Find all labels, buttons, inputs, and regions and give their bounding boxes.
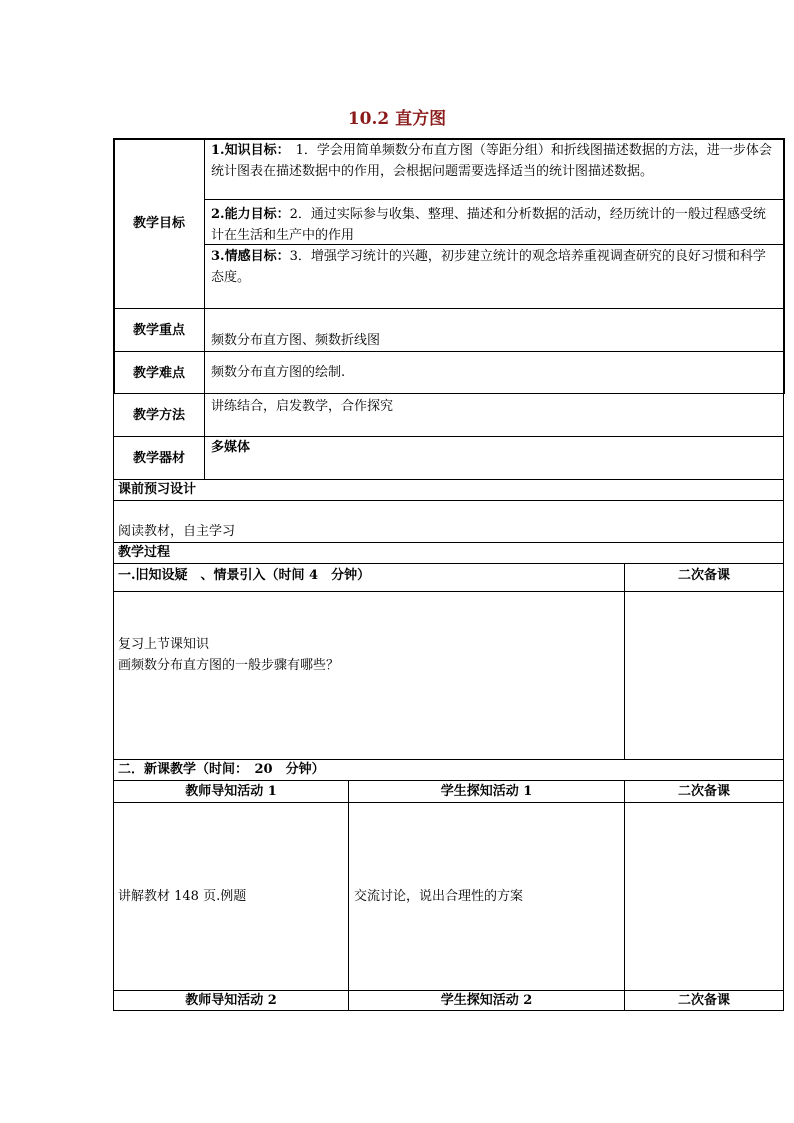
page-title: 10.2 直方图 — [347, 109, 447, 129]
method-label: 教学方法 — [132, 408, 185, 423]
table-border — [624, 780, 625, 1011]
emotion-objective-text: 3．增强学习统计的兴趣，初步建立统计的观念培养重视调查研究的良好习惯和科学态度。 — [211, 249, 766, 285]
difficulty-label: 教学难点 — [132, 366, 185, 381]
table-border — [113, 138, 115, 394]
student-activity-1-content: 交流讨论，说出合理性的方案 — [354, 889, 524, 904]
section1-heading: 一.旧知设疑 、情景引入（时间 4 分钟） — [118, 568, 371, 583]
teacher-activity-2-header: 教师导知活动 2 — [185, 993, 277, 1008]
table-border — [204, 138, 205, 394]
table-border — [204, 199, 784, 200]
table-border — [348, 780, 349, 1011]
table-border — [113, 563, 784, 564]
equipment-value: 多媒体 — [211, 440, 251, 455]
ability-objective-head: 2.能力目标： — [211, 207, 290, 222]
section2-backup-header-2: 二次备课 — [677, 993, 730, 1008]
table-border — [783, 393, 784, 1011]
teacher-activity-1-header: 教师导知活动 1 — [185, 784, 277, 799]
emotion-objective — [211, 246, 778, 288]
key-points-label: 教学重点 — [132, 323, 185, 338]
ability-objective — [211, 204, 778, 246]
key-points-value: 频数分布直方图、频数折线图 — [211, 333, 381, 348]
table-border — [113, 393, 114, 1011]
ability-objective-text: 2．通过实际参与收集、整理、描述和分析数据的活动，经历统计的一般过程感受统计在生活和生产中的作用 — [211, 207, 766, 243]
preview-label: 课前预习设计 — [118, 482, 197, 497]
table-border — [783, 138, 785, 394]
teacher-activity-1-content: 讲解教材 148 页.例题 — [118, 889, 247, 904]
objectives-label: 教学目标 — [132, 216, 185, 231]
knowledge-objective — [211, 140, 778, 182]
table-border — [113, 308, 784, 309]
table-border — [624, 563, 625, 759]
table-border — [113, 542, 784, 543]
section1-line1: 复习上节课知识 — [118, 637, 210, 652]
equipment-label: 教学器材 — [132, 451, 185, 466]
table-border — [113, 802, 784, 803]
student-activity-2-header: 学生探知活动 2 — [440, 993, 533, 1008]
student-activity-1-header: 学生探知活动 1 — [440, 784, 533, 799]
section2-heading: 二．新课教学（时间： 20 分钟） — [118, 762, 325, 777]
difficulty-value: 频数分布直方图的绘制. — [211, 365, 346, 380]
table-border — [113, 479, 784, 480]
knowledge-objective-head: 1.知识目标： — [211, 143, 290, 158]
knowledge-objective-text: 1．学会用简单频数分布直方图（等距分组）和折线图描述数据的方法，进一步体会统计图表在描述数据中的作用，会根据问题需要选择适当的统计图描述数据。 — [211, 143, 772, 179]
emotion-objective-head: 3.情感目标： — [211, 249, 290, 264]
section1-line2: 画频数分布直方图的一般步骤有哪些？ — [118, 658, 340, 673]
table-border — [113, 500, 784, 501]
section2-backup-header-1: 二次备课 — [677, 784, 730, 799]
table-border — [113, 591, 784, 592]
table-border — [113, 393, 784, 394]
table-border — [113, 351, 784, 352]
process-label: 教学过程 — [118, 545, 171, 560]
section1-backup-header: 二次备课 — [677, 568, 730, 583]
method-value: 讲练结合，启发教学，合作探究 — [211, 399, 394, 414]
preview-value: 阅读教材，自主学习 — [118, 524, 236, 539]
